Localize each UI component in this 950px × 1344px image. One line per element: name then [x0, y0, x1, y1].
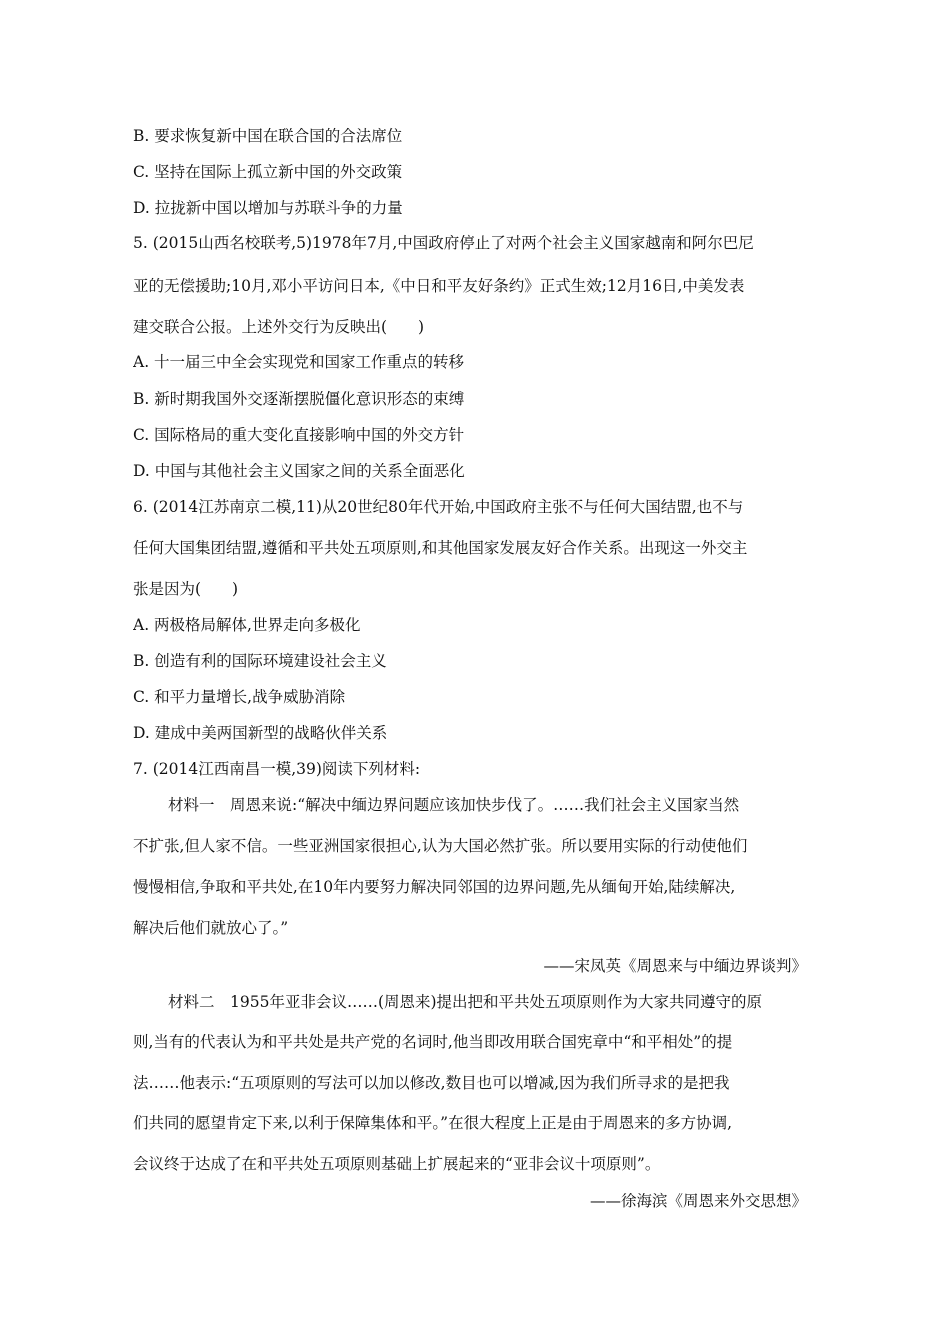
- q5-option-c: C. 国际格局的重大变化直接影响中国的外交方针: [133, 426, 465, 444]
- q5-stem-line: 建交联合公报。上述外交行为反映出( ): [133, 318, 425, 336]
- q7-material2-line: 材料二 1955年亚非会议……(周恩来)提出把和平共处五项原则作为大家共同遵守的原: [168, 993, 763, 1011]
- q6-stem-line: 6. (2014江苏南京二模,11)从20世纪80年代开始,中国政府主张不与任何大国结盟,也不与: [133, 498, 744, 516]
- q6-stem-line: 任何大国集团结盟,遵循和平共处五项原则,和其他国家发展友好合作关系。出现这一外交主: [133, 539, 748, 557]
- q7-material2-line: 们共同的愿望肯定下来,以利于保障集体和平。”在很大程度上正是由于周恩来的多方协调,: [133, 1114, 733, 1132]
- q6-option-b: B. 创造有利的国际环境建设社会主义: [133, 652, 387, 670]
- q4-option-c: C. 坚持在国际上孤立新中国的外交政策: [133, 163, 403, 181]
- q7-material2-line: 法……他表示:“五项原则的写法可以加以修改,数目也可以增减,因为我们所寻求的是把我: [133, 1074, 730, 1092]
- q5-stem-line: 亚的无偿援助;10月,邓小平访问日本,《中日和平友好条约》正式生效;12月16日,中美发表: [133, 277, 745, 295]
- q7-material1-line: 解决后他们就放心了。”: [133, 919, 289, 937]
- q5-option-d: D. 中国与其他社会主义国家之间的关系全面恶化: [133, 462, 465, 480]
- q7-material2-line: 会议终于达成了在和平共处五项原则基础上扩展起来的“亚非会议十项原则”。: [133, 1155, 661, 1173]
- q6-option-d: D. 建成中美两国新型的战略伙伴关系: [133, 724, 388, 742]
- q7-material1-line: 材料一 周恩来说:“解决中缅边界问题应该加快步伐了。……我们社会主义国家当然: [168, 796, 740, 814]
- q5-stem-line: 5. (2015山西名校联考,5)1978年7月,中国政府停止了对两个社会主义国家越南和阿尔巴尼: [133, 234, 754, 252]
- q5-option-b: B. 新时期我国外交逐渐摆脱僵化意识形态的束缚: [133, 390, 465, 408]
- q5-option-a: A. 十一届三中全会实现党和国家工作重点的转移: [133, 353, 465, 371]
- q7-material2-line: 则,当有的代表认为和平共处是共产党的名词时,他当即改用联合国宪章中“和平相处”的提: [133, 1033, 733, 1051]
- q4-option-d: D. 拉拢新中国以增加与苏联斗争的力量: [133, 199, 403, 217]
- q4-option-b: B. 要求恢复新中国在联合国的合法席位: [133, 127, 403, 145]
- q7-material1-source: ——宋凤英《周恩来与中缅边界谈判》: [543, 957, 807, 975]
- q7-material2-source: ——徐海滨《周恩来外交思想》: [589, 1192, 807, 1210]
- q6-option-a: A. 两极格局解体,世界走向多极化: [133, 616, 361, 634]
- q7-material1-line: 不扩张,但人家不信。一些亚洲国家很担心,认为大国必然扩张。所以要用实际的行动使他们: [133, 837, 748, 855]
- q7-material1-line: 慢慢相信,争取和平共处,在10年内要努力解决同邻国的边界问题,先从缅甸开始,陆续解决,: [133, 878, 736, 896]
- q7-stem: 7. (2014江西南昌一模,39)阅读下列材料:: [133, 760, 421, 778]
- q6-option-c: C. 和平力量增长,战争威胁消除: [133, 688, 346, 706]
- q6-stem-line: 张是因为( ): [133, 580, 239, 598]
